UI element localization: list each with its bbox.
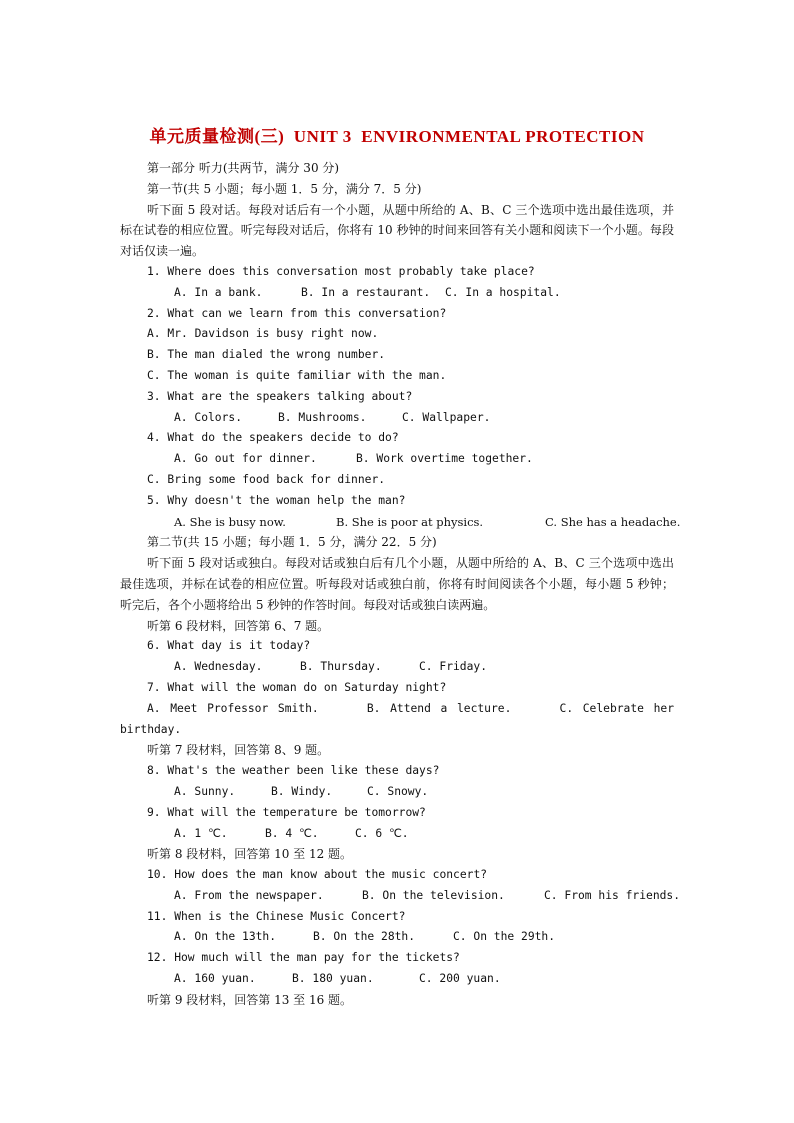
option-b: B. On the television. [362,888,505,902]
question-11-options [120,927,674,948]
question-4-options [120,449,674,470]
option-b: B. On the 28th. [313,930,416,944]
question-3-options [120,408,674,429]
question-12-options [120,969,674,990]
question-9: 9. What will the temperature be tomorrow? [147,805,426,819]
option-a: A. In a bank. [174,285,263,299]
part-heading: 第一部分 听力(共两节，满分 30 分) [147,161,340,175]
option-c: C. Friday. [419,660,488,674]
section2-instructions: 听下面 5 段对话或独白。每段对话或独白后有几个小题，从题中所给的 A、B、C 三个选项中选出最佳选项，并标在试卷的相应位置。听每段对话或独白前，你将有时间阅读各个小题，每小题 5 秒钟；听完后，各个小题将给出 5 秒钟的作答时间。每段对话或独白读两遍。 [120,556,674,612]
material-8-heading: 听第 8 段材料，回答第 10 至 12 题。 [147,847,353,862]
option-c: C. 200 yuan. [419,972,501,986]
section1-heading: 第一节(共 5 小题；每小题 1．5 分，满分 7．5 分) [147,181,422,196]
option-b: B. The man dialed the wrong number. [147,348,386,362]
question-8-options [120,782,674,803]
option-c: C. 6 ℃. [355,826,409,840]
question-3: 3. What are the speakers talking about? [147,389,413,403]
question-12: 12. How much will the man pay for the tickets? [147,951,460,965]
question-11: 11. When is the Chinese Music Concert? [147,909,406,923]
material-9-heading: 听第 9 段材料，回答第 13 至 16 题。 [147,992,353,1007]
listening-section [120,158,681,1011]
option-a: A. Colors. [174,410,243,424]
option-c: C. Snowy. [367,784,429,798]
option-a: A. 1 ℃. [174,826,228,840]
question-5: 5. Why doesn't the woman help the man? [147,493,406,507]
option-c: C. On the 29th. [453,930,556,944]
question-1-options [120,283,674,304]
option-c: C. The woman is quite familiar with the man. [147,368,447,382]
option-c: C. Wallpaper. [402,410,491,424]
option-b: B. She is poor at physics. [336,514,484,529]
option-a: A. Sunny. [174,784,236,798]
option-a: A. Go out for dinner. [174,452,317,466]
option-b: B. Windy. [271,784,333,798]
option-a: A. On the 13th. [174,930,277,944]
option-a: A. She is busy now. [174,514,286,529]
option-c: C. Bring some food back for dinner. [147,472,386,486]
option-a: A. 160 yuan. [174,972,256,986]
option-a: A. Mr. Davidson is busy right now. [147,327,379,341]
question-10: 10. How does the man know about the music concert? [147,868,488,882]
material-6-heading: 听第 6 段材料，回答第 6、7 题。 [147,618,330,633]
option-c: C. From his friends. [544,888,681,902]
option-a: A. Wednesday. [174,660,263,674]
material-7-heading: 听第 7 段材料，回答第 8、9 题。 [147,743,330,758]
question-7-options: A. Meet Professor Smith. B. Attend a lecture. C. Celebrate her birthday. [120,701,681,736]
option-c: C. She has a headache. [545,514,681,529]
option-b: B. 180 yuan. [292,972,374,986]
question-5-options [120,512,681,533]
question-10-options [120,886,681,907]
question-6: 6. What day is it today? [147,639,311,653]
section1-instructions: 听下面 5 段对话。每段对话后有一个小题，从题中所给的 A、B、C 三个选项中选出最佳选项，并标在试卷的相应位置。听完每段对话后，你将有 10 秒钟的时间来回答有关小题和阅读下一个小题。每段对话仅读一遍。 [120,202,674,259]
section2-heading: 第二节(共 15 小题；每小题 1．5 分，满分 22．5 分) [147,535,437,550]
question-7: 7. What will the woman do on Saturday night? [147,680,447,694]
option-b: B. Mushrooms. [278,410,367,424]
page-title: 单元质量检测(三) UNIT 3 ENVIRONMENTAL PROTECTION [149,127,645,146]
question-4: 4. What do the speakers decide to do? [147,431,399,445]
question-6-options [120,657,674,678]
option-b: B. Thursday. [300,660,382,674]
option-c: C. In a hospital. [445,285,561,299]
question-8: 8. What's the weather been like these days? [147,764,440,778]
option-a: A. From the newspaper. [174,888,324,902]
question-9-options [120,824,674,845]
option-b: B. In a restaurant. [301,285,431,299]
question-2: 2. What can we learn from this conversation? [147,306,447,320]
option-b: B. 4 ℃. [265,826,319,840]
option-b: B. Work overtime together. [356,452,533,466]
question-1: 1. Where does this conversation most probably take place? [147,264,535,278]
